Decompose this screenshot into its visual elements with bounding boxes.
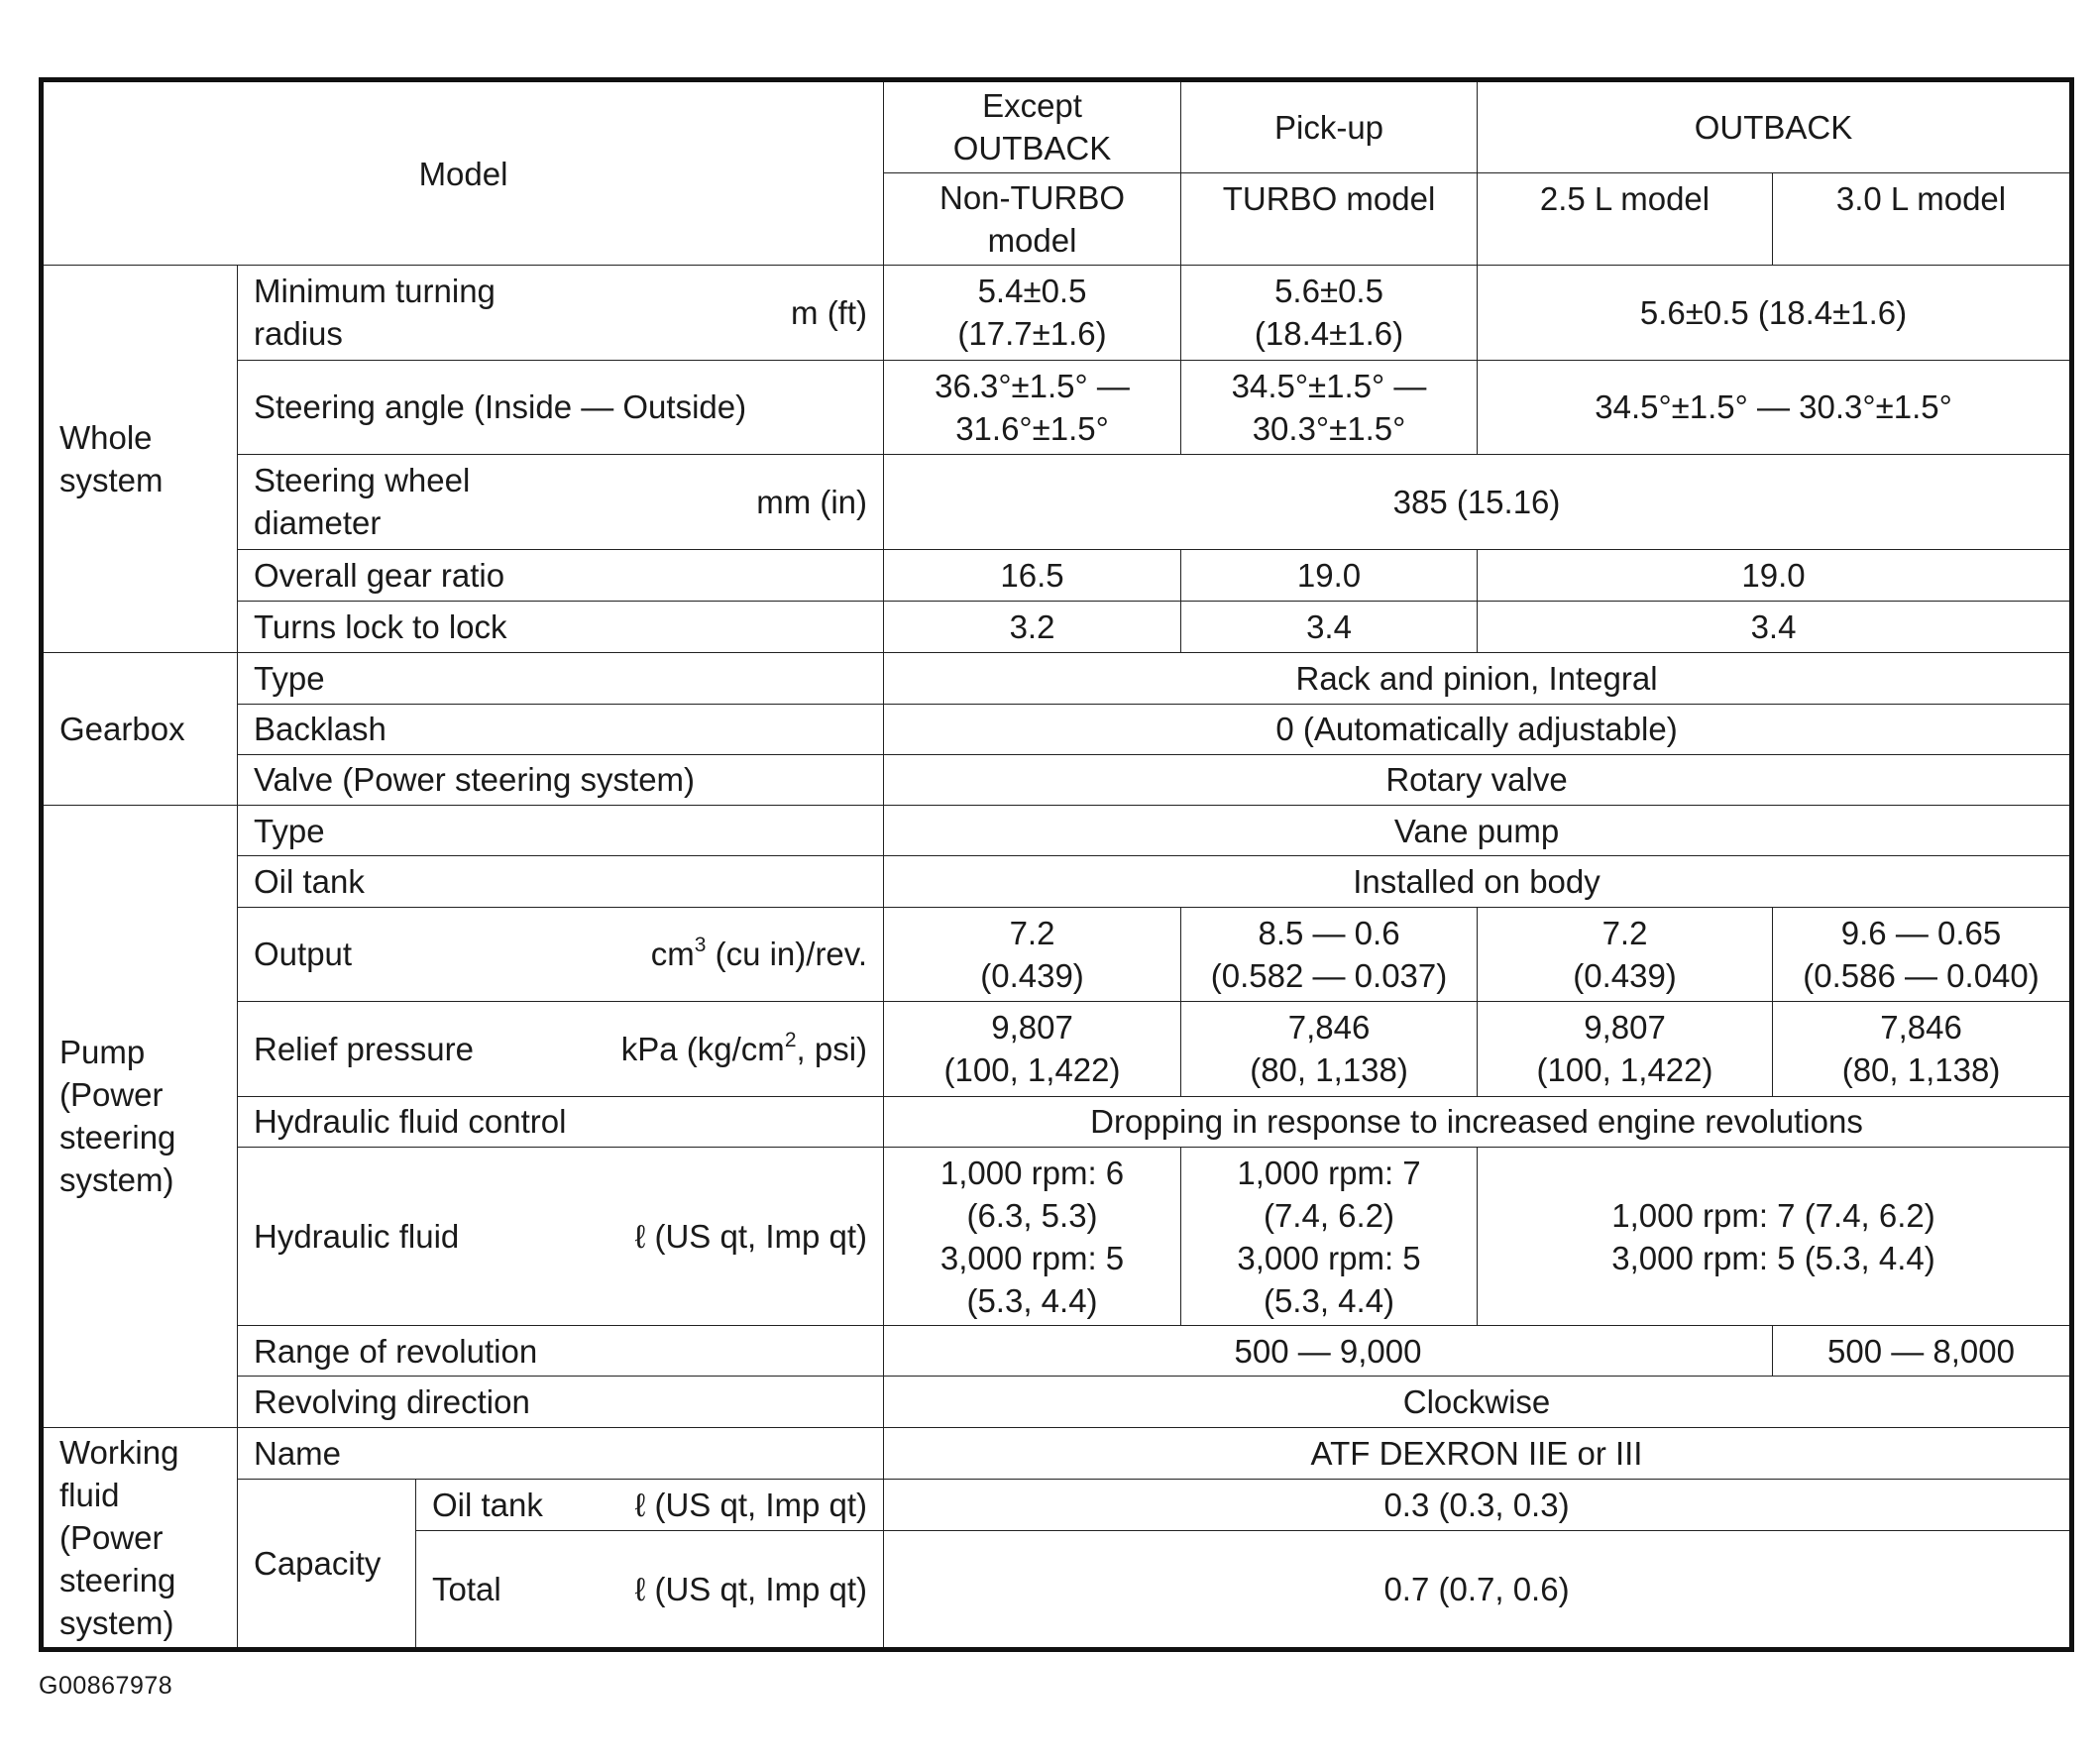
value-cell: Vane pump xyxy=(884,806,2072,856)
value-cell: Installed on body xyxy=(884,856,2072,907)
table-row xyxy=(42,1377,2072,1427)
group-gearbox: Gearbox xyxy=(42,653,238,806)
table-row xyxy=(42,266,2072,361)
row-label: Name xyxy=(238,1427,884,1479)
value-cell: 34.5°±1.5° — 30.3°±1.5° xyxy=(1181,360,1478,455)
value-cell: Rack and pinion, Integral xyxy=(884,653,2072,704)
label-cell xyxy=(238,1002,884,1097)
row-label: Steering angle (Inside — Outside) xyxy=(238,360,884,455)
value-cell: 19.0 xyxy=(1478,549,2072,601)
value-cell: 0.7 (0.7, 0.6) xyxy=(884,1531,2072,1650)
group-working-fluid: Working fluid (Power steering system) xyxy=(42,1427,238,1649)
value-cell: 1,000 rpm: 6 (6.3, 5.3) 3,000 rpm: 5 (5.3, 4.4) xyxy=(884,1148,1181,1326)
capacity-label: Capacity xyxy=(238,1479,416,1649)
value-cell: 3.2 xyxy=(884,601,1181,652)
value-cell: 500 — 9,000 xyxy=(884,1326,1773,1377)
value-cell: 5.6±0.5 (18.4±1.6) xyxy=(1181,266,1478,361)
value-cell: 7.2 (0.439) xyxy=(1478,907,1773,1002)
label-cell xyxy=(416,1479,884,1530)
row-label: Minimum turning radius xyxy=(254,273,496,353)
row-unit: ℓ (US qt, Imp qt) xyxy=(634,1218,868,1255)
label-cell xyxy=(416,1531,884,1650)
value-cell: 1,000 rpm: 7 (7.4, 6.2) 3,000 rpm: 5 (5.3, 4.4) xyxy=(1181,1148,1478,1326)
label-cell xyxy=(238,266,884,361)
row-label: Steering wheel diameter xyxy=(254,462,471,542)
row-label: Turns lock to lock xyxy=(238,601,884,652)
row-label: Oil tank xyxy=(432,1487,543,1524)
table-row xyxy=(42,1002,2072,1097)
outback-header: OUTBACK xyxy=(1478,80,2072,173)
non-turbo-header: Non-TURBO model xyxy=(884,172,1181,266)
value-cell: 9,807 (100, 1,422) xyxy=(884,1002,1181,1097)
value-cell: 3.4 xyxy=(1181,601,1478,652)
value-cell: ATF DEXRON IIE or III xyxy=(884,1427,2072,1479)
value-cell: 7.2 (0.439) xyxy=(884,907,1181,1002)
table-row xyxy=(42,455,2072,550)
value-cell: 0 (Automatically adjustable) xyxy=(884,704,2072,754)
row-label: Relief pressure xyxy=(254,1030,474,1067)
row-label: Overall gear ratio xyxy=(238,549,884,601)
l25-header: 2.5 L model xyxy=(1478,172,1773,266)
value-cell: Dropping in response to increased engine revolutions xyxy=(884,1096,2072,1147)
value-cell: 9.6 — 0.65 (0.586 — 0.040) xyxy=(1773,907,2072,1002)
group-pump: Pump (Power steering system) xyxy=(42,806,238,1427)
header-row-1 xyxy=(42,80,2072,173)
model-header: Model xyxy=(42,80,884,266)
value-cell: Clockwise xyxy=(884,1377,2072,1427)
value-cell: 9,807 (100, 1,422) xyxy=(1478,1002,1773,1097)
table-row xyxy=(42,907,2072,1002)
value-cell: 7,846 (80, 1,138) xyxy=(1181,1002,1478,1097)
table-row xyxy=(42,1427,2072,1479)
row-label: Type xyxy=(238,806,884,856)
row-unit: kPa ($kg/cm^2$, psi) xyxy=(620,1028,868,1067)
value-cell: 34.5°±1.5° — 30.3°±1.5° xyxy=(1478,360,2072,455)
value-cell: 500 — 8,000 xyxy=(1773,1326,2072,1377)
table-row xyxy=(42,754,2072,805)
value-cell: 0.3 (0.3, 0.3) xyxy=(884,1479,2072,1530)
group-whole-system: Whole system xyxy=(42,266,238,653)
table-row xyxy=(42,1479,2072,1530)
table-row xyxy=(42,601,2072,652)
row-label: Type xyxy=(238,653,884,704)
row-label: Oil tank xyxy=(238,856,884,907)
turbo-header: TURBO model xyxy=(1181,172,1478,266)
value-cell: 3.4 xyxy=(1478,601,2072,652)
row-label: Range of revolution xyxy=(238,1326,884,1377)
row-label: Hydraulic fluid control xyxy=(238,1096,884,1147)
label-cell xyxy=(238,455,884,550)
value-cell: 5.4±0.5 (17.7±1.6) xyxy=(884,266,1181,361)
table-row xyxy=(42,1148,2072,1326)
value-cell: 36.3°±1.5° — 31.6°±1.5° xyxy=(884,360,1181,455)
row-label: Backlash xyxy=(238,704,884,754)
row-unit: m (ft) xyxy=(791,293,868,331)
table-row xyxy=(42,653,2072,704)
value-cell: 7,846 (80, 1,138) xyxy=(1773,1002,2072,1097)
row-label: Valve (Power steering system) xyxy=(238,754,884,805)
label-cell xyxy=(238,907,884,1002)
value-cell: Rotary valve xyxy=(884,754,2072,805)
table-row xyxy=(42,856,2072,907)
table-row xyxy=(42,1326,2072,1377)
table-row xyxy=(42,1096,2072,1147)
value-cell: 16.5 xyxy=(884,549,1181,601)
l30-header: 3.0 L model xyxy=(1773,172,2072,266)
row-unit: mm (in) xyxy=(756,483,868,520)
steering-specifications-table xyxy=(39,77,2074,1652)
figure-id: G00867978 xyxy=(39,1672,173,1700)
table-row xyxy=(42,549,2072,601)
value-cell: 19.0 xyxy=(1181,549,1478,601)
row-unit: $cm^3$ (cu in)/rev. xyxy=(650,934,868,973)
row-unit: ℓ (US qt, Imp qt) xyxy=(634,1487,868,1524)
row-unit: ℓ (US qt, Imp qt) xyxy=(634,1571,868,1608)
except-outback-header: Except OUTBACK xyxy=(884,80,1181,173)
value-cell: 385 (15.16) xyxy=(884,455,2072,550)
row-label: Revolving direction xyxy=(238,1377,884,1427)
table-row xyxy=(42,806,2072,856)
table-row xyxy=(42,704,2072,754)
pickup-header: Pick-up xyxy=(1181,80,1478,173)
row-label: Hydraulic fluid xyxy=(254,1218,460,1255)
value-cell: 5.6±0.5 (18.4±1.6) xyxy=(1478,266,2072,361)
row-label: Total xyxy=(432,1571,501,1608)
label-cell xyxy=(238,1148,884,1326)
row-label: Output xyxy=(254,936,353,973)
table-row xyxy=(42,360,2072,455)
value-cell: 8.5 — 0.6 (0.582 — 0.037) xyxy=(1181,907,1478,1002)
value-cell: 1,000 rpm: 7 (7.4, 6.2) 3,000 rpm: 5 (5.3, 4.4) xyxy=(1478,1148,2072,1326)
